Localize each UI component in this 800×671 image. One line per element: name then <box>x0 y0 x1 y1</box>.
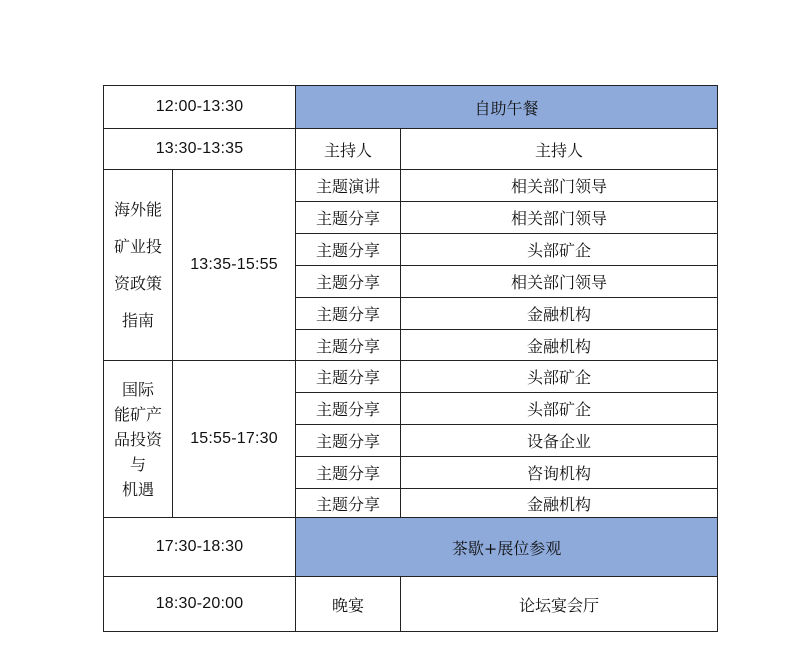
session-2-topic-line: 品投资 <box>113 429 162 449</box>
dinner-time: 18:30-20:00 <box>104 577 296 632</box>
break-time: 17:30-18:30 <box>104 518 296 577</box>
session-2-topic-line: 能矿产 <box>113 404 162 424</box>
session-1-topic <box>104 170 173 361</box>
session-2-topic-text <box>104 377 172 502</box>
item-speaker: 头部矿企 <box>401 393 718 425</box>
lunch-time: 12:00-13:30 <box>104 86 296 129</box>
opening-time: 13:30-13:35 <box>104 129 296 170</box>
opening-row <box>104 129 718 170</box>
agenda-table <box>103 85 718 632</box>
item-speaker: 咨询机构 <box>401 457 718 489</box>
item-role: 主题分享 <box>296 298 401 330</box>
opening-content: 主持人 <box>401 129 718 170</box>
item-role: 主题分享 <box>296 393 401 425</box>
item-speaker: 头部矿企 <box>401 361 718 393</box>
session-2-topic <box>104 361 173 518</box>
item-speaker: 设备企业 <box>401 425 718 457</box>
session-2-topic-line: 机遇 <box>121 479 154 499</box>
session-1-topic-line: 海外能 <box>113 200 162 219</box>
session-1-time: 13:35-15:55 <box>173 170 296 361</box>
item-role: 主题演讲 <box>296 170 401 202</box>
item-role: 主题分享 <box>296 457 401 489</box>
item-role: 主题分享 <box>296 330 401 361</box>
item-speaker: 相关部门领导 <box>401 170 718 202</box>
break-activity: 茶歇+展位参观 <box>296 518 718 577</box>
item-speaker: 相关部门领导 <box>401 266 718 298</box>
item-role: 主题分享 <box>296 361 401 393</box>
session-2-time: 15:55-17:30 <box>173 361 296 518</box>
session-1-topic-line: 指南 <box>121 311 154 330</box>
break-row <box>104 518 718 577</box>
lunch-row <box>104 86 718 129</box>
session-2-topic-line: 国际 <box>121 379 154 399</box>
session-1-topic-line: 资政策 <box>113 274 162 293</box>
lunch-activity: 自助午餐 <box>296 86 718 129</box>
item-speaker: 相关部门领导 <box>401 202 718 234</box>
item-speaker: 金融机构 <box>401 330 718 361</box>
table-row <box>104 361 718 393</box>
opening-role: 主持人 <box>296 129 401 170</box>
dinner-row <box>104 577 718 632</box>
item-role: 主题分享 <box>296 266 401 298</box>
table-row <box>104 170 718 202</box>
item-role: 主题分享 <box>296 202 401 234</box>
item-role: 主题分享 <box>296 234 401 266</box>
dinner-location: 论坛宴会厅 <box>401 577 718 632</box>
item-role: 主题分享 <box>296 489 401 518</box>
session-1-topic-line: 矿业投 <box>113 237 162 256</box>
session-1-topic-text <box>104 191 172 339</box>
dinner-role: 晚宴 <box>296 577 401 632</box>
item-speaker: 头部矿企 <box>401 234 718 266</box>
item-role: 主题分享 <box>296 425 401 457</box>
item-speaker: 金融机构 <box>401 489 718 518</box>
session-2-topic-line: 与 <box>129 454 146 474</box>
item-speaker: 金融机构 <box>401 298 718 330</box>
